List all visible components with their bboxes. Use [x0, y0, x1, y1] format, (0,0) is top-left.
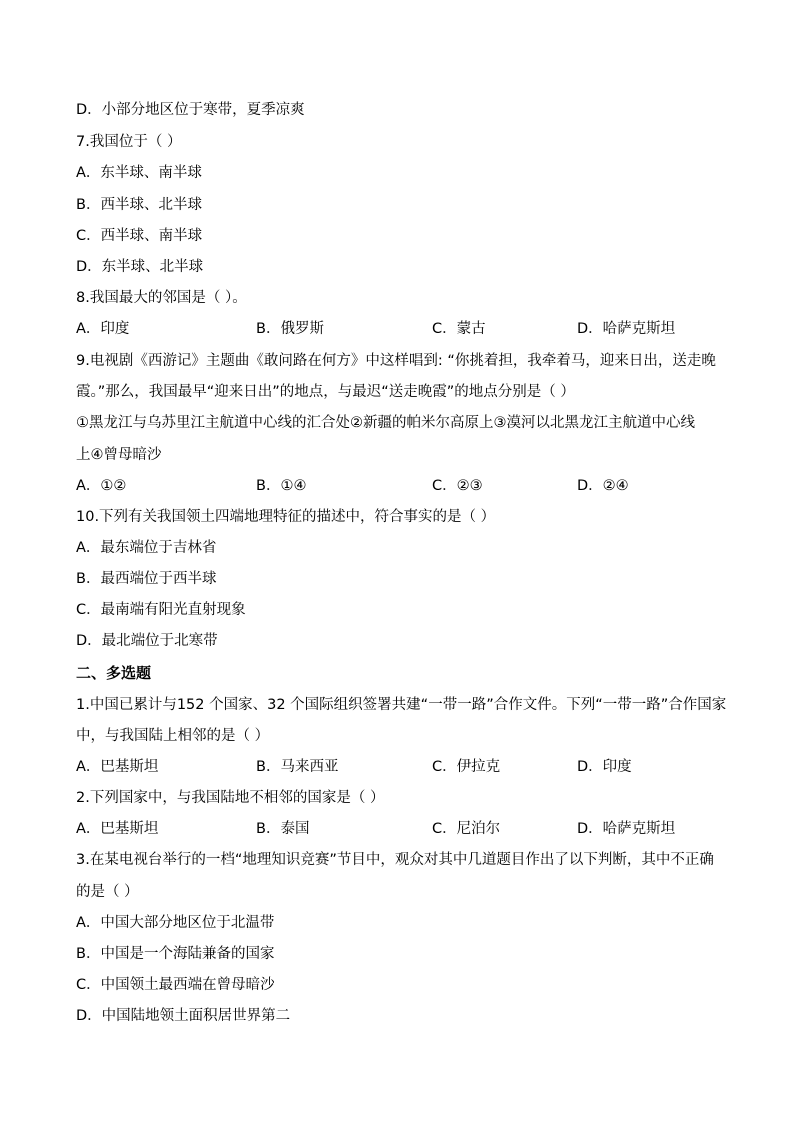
- m3-stem-line1: 3.在某电视台举行的一档“地理知识竞赛”节目中，观众对其中几道题目作出了以下判断，其中不正确: [76, 852, 714, 868]
- m2-option-c: C．尼泊尔: [432, 821, 501, 837]
- q9-option-a: A．①②: [76, 478, 127, 494]
- m2-option-b: B．泰国: [256, 821, 310, 837]
- q9-stem-line1: 9.电视剧《西游记》主题曲《敢问路在何方》中这样唱到: “你挑着担，我牵着马，迎来日出，送走晚: [76, 353, 716, 369]
- q8-option-c: C．蒙古: [432, 321, 486, 337]
- q10-option-c: C．最南端有阳光直射现象: [76, 602, 246, 618]
- q7-option-a: A．东半球、南半球: [76, 165, 202, 181]
- m3-option-c: C．中国领土最西端在曾母暗沙: [76, 977, 275, 993]
- m1-stem-line2: 中，与我国陆上相邻的是（ ）: [76, 728, 270, 744]
- m3-option-d: D．中国陆地领土面积居世界第二: [76, 1008, 291, 1024]
- q10-stem: 10.下列有关我国领土四端地理特征的描述中，符合事实的是（ ）: [76, 509, 496, 525]
- m2-option-a: A．巴基斯坦: [76, 821, 159, 837]
- section-title-multiple-choice: 二、多选题: [76, 664, 152, 682]
- q7-stem: 7.我国位于（ ）: [76, 134, 182, 150]
- q8-option-b: B．俄罗斯: [256, 321, 324, 337]
- m2-stem: 2.下列国家中，与我国陆地不相邻的国家是（ ）: [76, 790, 385, 806]
- q9-stem-line4: 上④曾母暗沙: [76, 447, 162, 463]
- q9-option-b: B．①④: [256, 478, 307, 494]
- q9-stem-line2: 霞。”那么，我国最早“迎来日出”的地点，与最迟“送走晚霞”的地点分别是（ ）: [76, 384, 575, 400]
- m1-option-b: B．马来西亚: [256, 759, 339, 775]
- q9-option-c: C．②③: [432, 478, 483, 494]
- m3-option-b: B．中国是一个海陆兼备的国家: [76, 946, 275, 962]
- q7-option-c: C．西半球、南半球: [76, 228, 203, 244]
- m1-option-a: A．巴基斯坦: [76, 759, 159, 775]
- m1-stem-line1: 1.中国已累计与152 个国家、32 个国际组织签署共建“一带一路”合作文件。下列“一带一路”合作国家: [76, 697, 727, 713]
- q8-stem: 8.我国最大的邻国是（ ）。: [76, 290, 247, 306]
- q9-option-d: D．②④: [577, 478, 629, 494]
- m3-option-a: A．中国大部分地区位于北温带: [76, 915, 275, 931]
- m1-option-d: D．印度: [577, 759, 632, 775]
- q9-stem-line3: ①黑龙江与乌苏里江主航道中心线的汇合处②新疆的帕米尔高原上③漠河以北黑龙江主航道中心线: [76, 415, 695, 431]
- m1-option-c: C．伊拉克: [432, 759, 501, 775]
- m3-stem-line2: 的是（ ）: [76, 884, 139, 900]
- q10-option-a: A．最东端位于吉林省: [76, 540, 217, 556]
- q6-option-d: D．小部分地区位于寒带，夏季凉爽: [76, 102, 305, 118]
- q10-option-b: B．最西端位于西半球: [76, 571, 217, 587]
- q8-option-d: D．哈萨克斯坦: [577, 321, 676, 337]
- m2-option-d: D．哈萨克斯坦: [577, 821, 676, 837]
- q7-option-d: D．东半球、北半球: [76, 259, 204, 275]
- q8-option-a: A．印度: [76, 321, 130, 337]
- q10-option-d: D．最北端位于北寒带: [76, 633, 218, 649]
- q7-option-b: B．西半球、北半球: [76, 197, 202, 213]
